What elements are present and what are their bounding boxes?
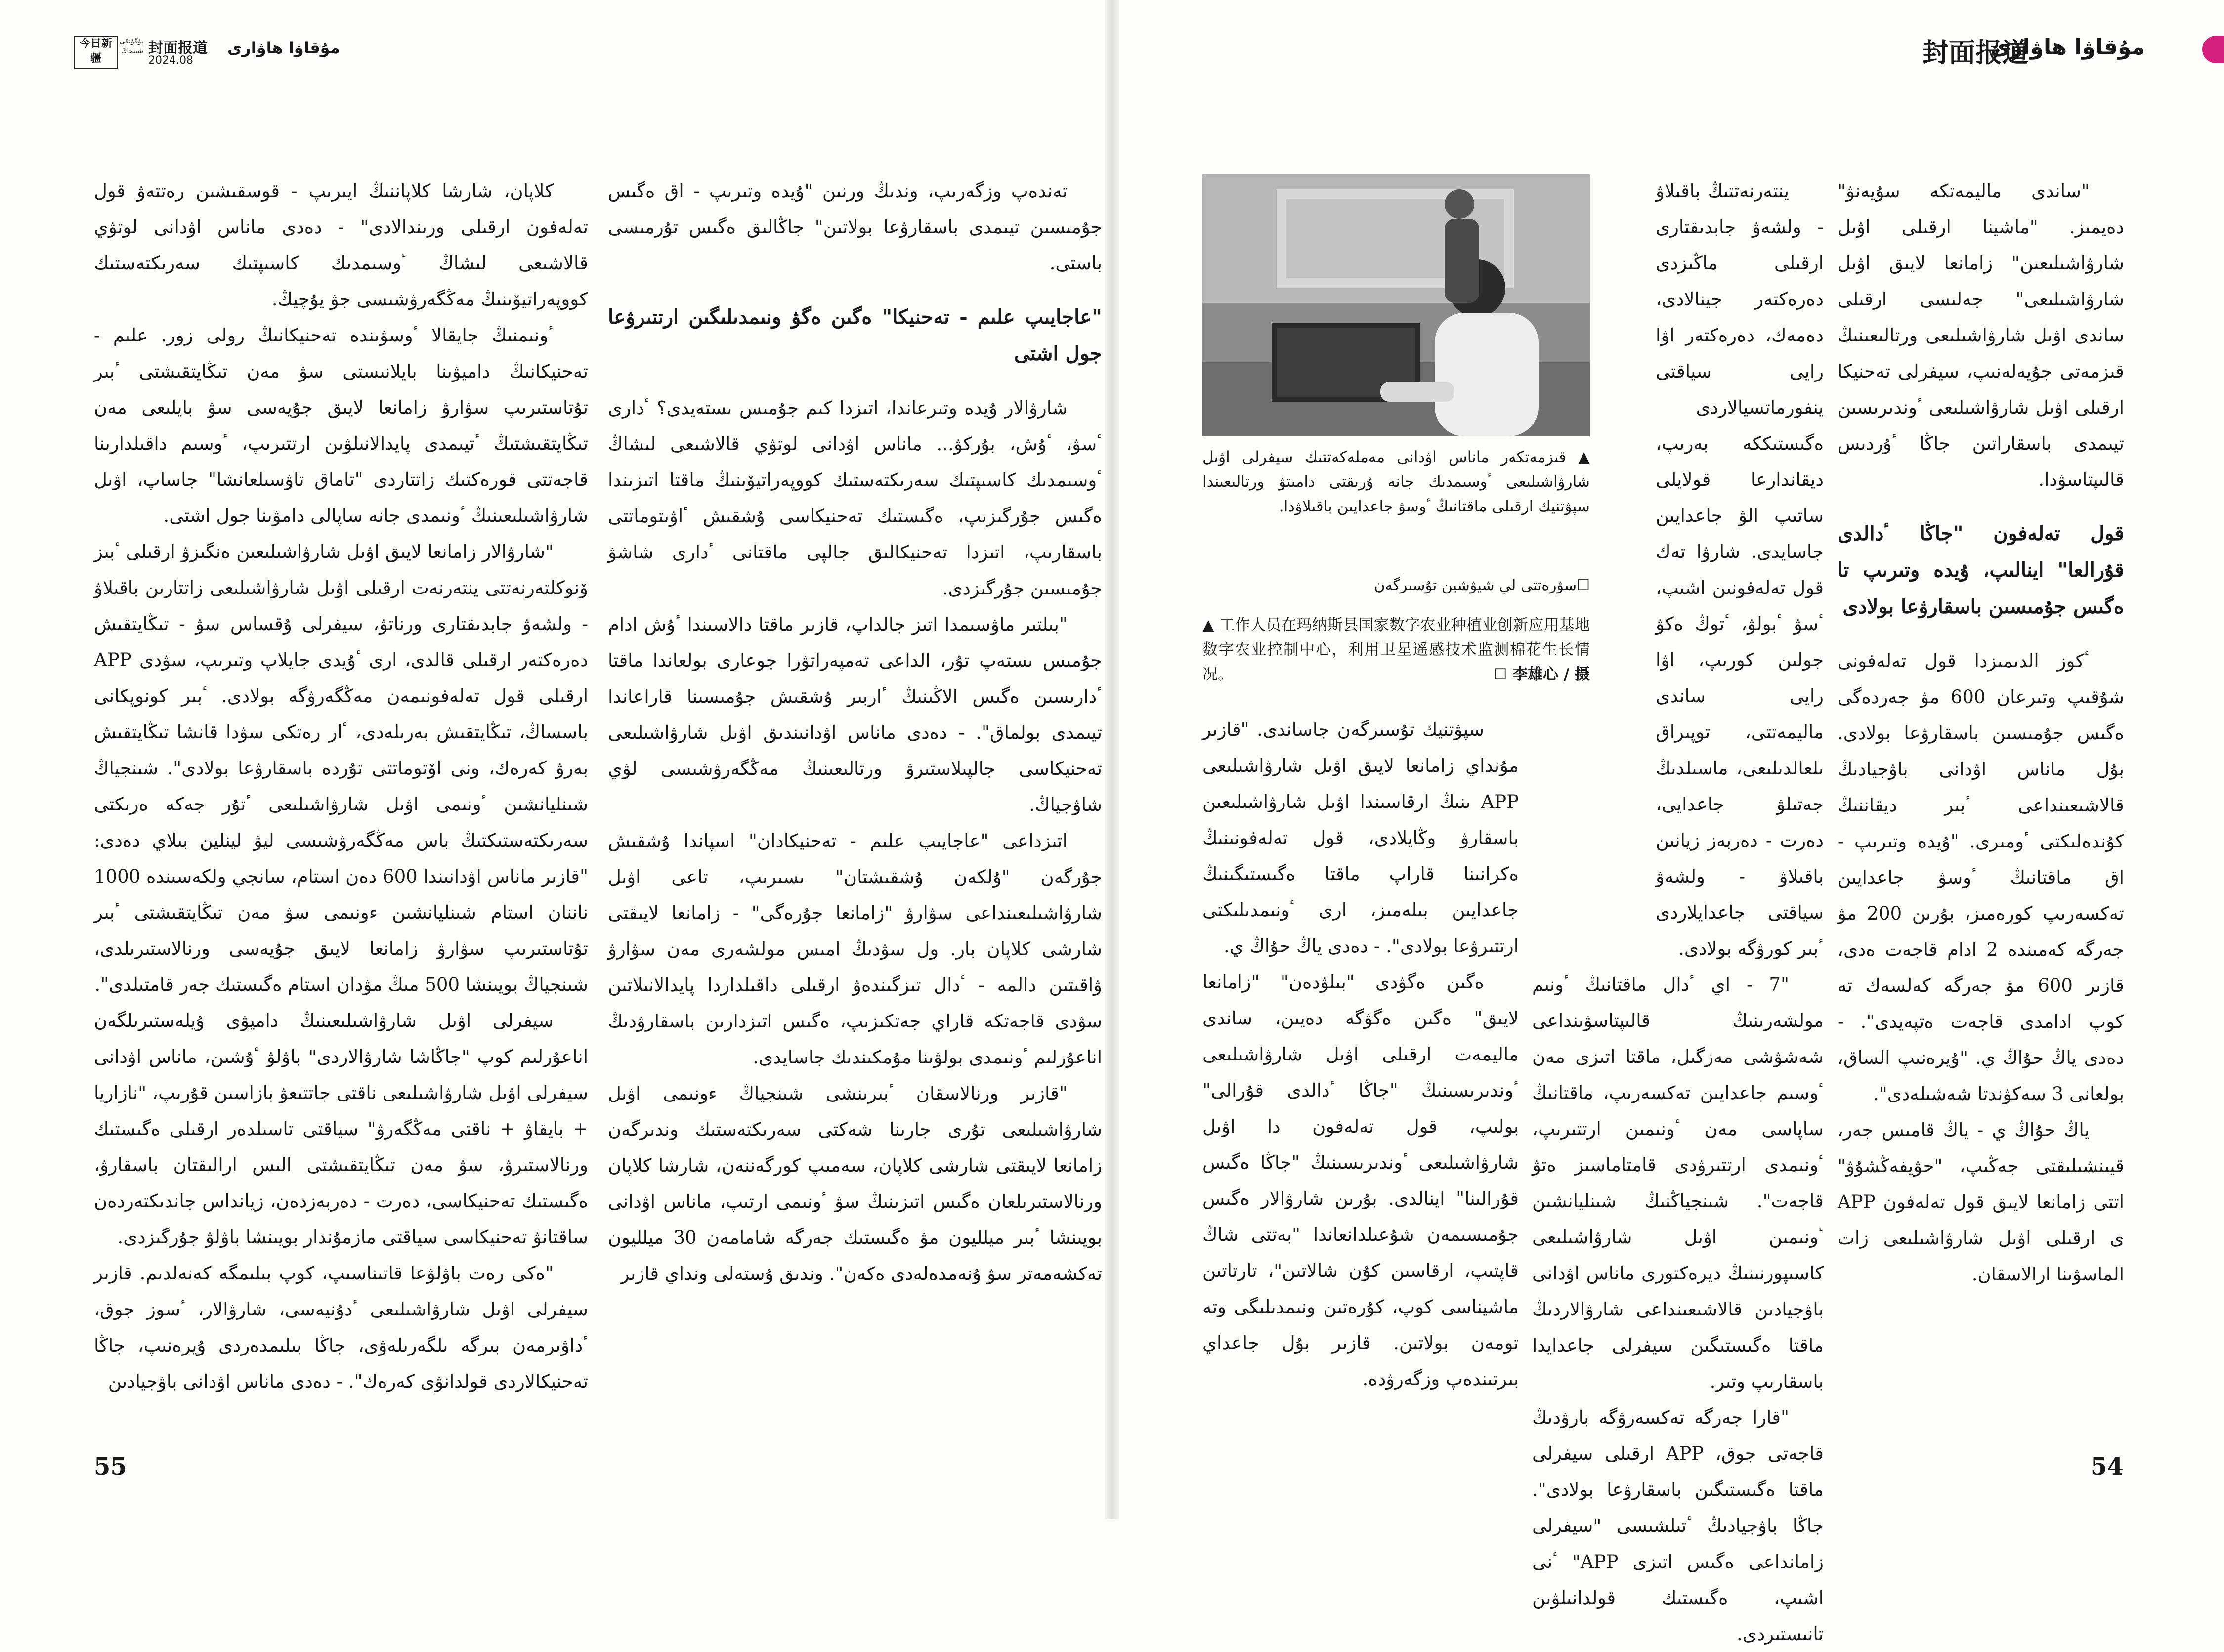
photo-illustration bbox=[1202, 174, 1590, 436]
paragraph: كلاپان، شارشا كلاپاننىڭ ايىرىپ - قوسقىشىن رەتتەۋ قول تەلەفون ارقىلى ورىندالادى" - دەدى ماناس اۋدانى لوتۋي قالاشىعى لىشاڭ ٴوسىمدىك كاسىپتىك سەرىكتەستىك كووپەراتيۆىنىڭ مەڭگەرۋشىسى جۋ يۇچيڭ. bbox=[94, 180, 588, 310]
paragraph: "ساندى ماليمەتكە سۇيەنۋ" دەيمىز. "ماشينا ارقىلى اۋىل شارۋاشىلىعىن" زامانعا لايىق اۋىل شارۋاشىلىعى" جەلىسى ارقىلى ساندى اۋىل شارۋاشىلىعى ورتالىعىنىڭ قىزمەتى جۇيەلەنىپ، سيفرلى تەحنيكا ارقىلى اۋىل شارۋاشىلىعى ٴوندىرىسىن تيىمدى باسقاراتىن جاڭا ٴۇردىس قالىپتاسۋدا. bbox=[1838, 180, 2124, 490]
paragraph: سپۋتنيك تۇسىرگەن جاساندى. "قازىر مۇنداي زامانعا لايىق اۋىل شارۋاشىلىعى APP ىنىڭ ارقاسىندا اۋىل شارۋاشىلىعىن باسقارۋ وڭايلادى، قول تەلەفونىنىڭ ەكرانىنا قاراپ ماقتا ەگىستىگىنىڭ جاعدايىن بىلەمىز، ارى ٴونىمدىلىكتى ارتتىرۋعا بولادى". - دەدى ياڭ حۇاڭ ي. bbox=[1202, 719, 1519, 957]
subheading: قول تەلەفون "جاڭا ٴدالدى قۇرالعا" اينالىپ، ۇيدە وتىرىپ تا ەگىس جۇمىسىن باسقارۋعا بولادى bbox=[1838, 522, 2124, 618]
paragraph: "بىلتىر ماۋسىمدا اتىز جالداپ، قازىر ماقتا دالاسىندا ٴۇش ادام جۇمىس ىستەپ تۇر، الداعى تەمپەراتۋرا جوعارى بولعاندا ماقتا ٴدارىسىن ەگىس الاڭىنىڭ ٴاربىر ۇشقىش جۇمىسىنا قاراعاندا تيىمدى بولماق". - دەدى ماناس اۋدانىندىق اۋىل شارۋاشىلىعى تەحنيكاسى جالپىلاستىرۋ ورتالىعىنىڭ مەڭگەرۋشىسى لۋي شاۋجياڭ. bbox=[608, 614, 1102, 815]
paragraph: "7 - اي ٴدال ماقتانىڭ ٴونىم مولشەرىنىڭ قالىپتاسۋىنداعى شەشۋشى مەزگىل، ماقتا اتىزى مەن ٴوسىم جاعدايىن تەكسەرىپ، ماقتانىڭ ساپاسى مەن ٴونىمىن ارتتىرىپ، ٴونىمدى ارتتىرۋدى قامتاماسىز ەتۋ قاجەت". شىنجياڭنىڭ شىنليانشىن ٴونىمىن اۋىل شارۋاشىلىعى كاسىپورنىنىڭ ديرەكتورى ماناس اۋدانى باۋجيادىن قالاشىعىنداعى شارۋالاردىڭ ماقتا ەگىستىگىن سيفرلى جاعدايدا باسقارىپ وتىر. bbox=[1532, 974, 1824, 1392]
column-4 bbox=[608, 173, 1102, 1438]
section-title-ug: مۇقاۋا ھاۋارى bbox=[227, 39, 340, 57]
photo-credit-cn: ☐ 李雄心 / 摄 bbox=[1493, 666, 1590, 683]
page-number-left: 55 bbox=[94, 1453, 127, 1481]
paragraph: ٴونىمنىڭ جايقالا ٴوسۋىندە تەحنيكانىڭ رولى زور. علىم - تەحنيكانىڭ داميۋىنا بايلانىستى سۋ مەن تىڭايتقىشتى ٴبىر تۇتاستىرىپ سۋارۋ زامانعا لايىق جۇيەسى سۋ بايلىعى مەن تىڭايتقىشتىڭ ٴتيىمدى پايدالانىلۋىن ارتتىرىپ، ٴوسىم داقىلدارىنا قاجەتتى قورەكتىك زاتتاردى "تاماق تاۋسىلعانشا" جاساپ، اۋىل شارۋاشىلىعىنىڭ ٴونىمدى جانە ساپالى دامۋىنا جول اشتى. bbox=[94, 325, 588, 526]
section-title-cn: 封面报道 bbox=[148, 40, 208, 57]
paragraph: شارۋالار ۇيدە وتىرعاندا، اتىزدا كىم جۇمىس ىستەيدى؟ ٴدارى ٴسۋ، ٴۇش، بۇركۋ... ماناس اۋدانى لوتۋي قالاشىعى لىشاڭ ٴوسىمدىك كاسىپتىك سەرىكتەستىك كووپەراتيۆىنىڭ ماقتا اتىزىندا ەگىس جۇرگىزىپ، ەگىستىك تەحنيكاسى ۇشقىش ٴاۋىتوماتتى باسقارىپ، اتىزدا تەحنيكالىق جالپى ماقتانى ٴدارى شاشۋ جۇمىسىن جۇرگىزدى. bbox=[608, 397, 1102, 599]
paragraph: "ەكى رەت باۋلۋعا قاتىناسىپ، كوپ بىلىمگە كەنەلدىم. قازىر سيفرلى اۋىل شارۋاشىلىعى ٴدۇنيەسى، شارۋالار، ٴسوز جوق، ٴداۋىرمەن بىرگە ىلگەرىلەۋى، جاڭا بىلىمدەردى ۇيرەنىپ، جاڭا تەحنيكالاردى قولدانۋى كەرەك". - دەدى ماناس اۋدانى باۋجيادىن bbox=[94, 1263, 588, 1392]
header-tab-marker bbox=[2202, 36, 2224, 63]
photo-caption-kazakh: ▲ قىزمەتكەر ماناس اۋدانى مەملەكەتتىك سيفرلى اۋىل شارۋاشىلىعى ٴوسىمدىك جانە ۇرىقتى دامىتۋ ورتالىعىندا سپۋتنيك ارقىلى ماقتانىڭ ٴوسۋ جاعدايىن باقىلاۋدا. bbox=[1202, 448, 1590, 515]
paragraph: ٴكوز الدىمىزدا قول تەلەفونى شۇقىپ وتىرعان 600 مۋ جەردەگى ەگىس جۇمىسىن باسقارۋعا بولادى. بۇل ماناس اۋدانى باۋجيادىڭ قالاشىعىنداعى ٴبىر ديقاننىڭ كۇندەلىكتى ٴومىرى. "ۇيدە وتىرىپ - اق ماقتانىڭ ٴوسۋ جاعدايىن تەكسەرىپ كورەمىز، بۇرىن 200 مۋ جەرگە كەمىندە 2 ادام قاجەت ەدى، قازىر 600 مۋ جەرگە كەلسەك تە كوپ ادامدى قاجەت ەتپەيدى". - دەدى ياڭ حۇاڭ ي. "ۇيرەنىپ الساق، بولعانى 3 سەكۋندتا شەشىلەدى". bbox=[1838, 650, 2124, 1104]
page-number-right: 54 bbox=[2091, 1453, 2124, 1481]
magazine-logo: 今日新疆 bbox=[74, 36, 118, 69]
header-right bbox=[1888, 30, 2224, 69]
paragraph: "قازىر ورنالاسقان ٴبىرىنشى شىنجياڭ ءونىمى اۋىل شارۋاشىلىعى تۇرى جارىنا شەكتى سەرىكتەستىك وندىرگەن زامانعا لايىقتى شارشى كلاپان، سەمىپ كورگەننەن، شارشا كلاپان ورنالاستىرىلعان ەگىس اتىزىنىڭ سۋ ٴونىمى ارتىپ، ماناس اۋدانى بويىنشا ٴبىر ميلليون مۋ ەگىستىك جەرگە شامامەن 30 ميلليون تەكشەمەتر سۋ ۇنەمدەلەدى ەكەن". وندىق ۇستەلى ونداي قازىر bbox=[608, 1083, 1103, 1284]
column-1 bbox=[1838, 173, 2124, 1292]
issue-date: 2024.08 bbox=[148, 54, 193, 67]
photo-caption-cn: ▲ 工作人员在玛纳斯县国家数字农业种植业创新应用基地数字农业控制中心，利用卫星遥感技术监测棉花生长情况。 ☐ 李雄心 / 摄 bbox=[1202, 613, 1590, 687]
paragraph: ينتەرنەتتىڭ باقىلاۋ - ولشەۋ جابدىقتارى ارقىلى ماڭىزدى دەرەكتەر جينالادى، دەمەك، دەرەكتەر اۋا رايى سياقتى ينفورماتسيالاردى ەگىستىككە بەرىپ، ديقاندارعا قولايلى ساتىپ الۋ جاعدايىن جاسايدى. شارۋا تەك قول تەلەفونىن اشىپ، ٴسۋ ٴبولۋ، ٴتوڭ ەكۋ جولىن كورىپ، اۋا رايى ساندى ماليمەتتى، توپىراق ىلعالدىلىعى، ماسىلدىڭ جەتىلۋ جاعدايى، دەرت - دەربەز زيانىن باقىلاۋ - ولشەۋ سياقتى جاعدايلاردى ٴبىر كورۋگە بولادى. bbox=[1656, 180, 1824, 959]
photo-farmland-control-center bbox=[1202, 174, 1590, 436]
paragraph: اتىزداعى "عاجايىپ علىم - تەحنيكادان" اسپاندا ۇشقىش جۇرگەن "ۇلكەن ۇشقىشتان" ىسىرىپ، تاعى اۋىل شارۋاشىلىعىنداعى سۋارۋ "زامانعا جۇرەگى" - زامانعا لايىقتى شارشى كلاپان بار. ول سۋدىڭ امىس مولشەرى مەن سۋارۋ ۋاقىتىن دالمە - ٴدال تىزگىندەۋ ارقىلى داقىلداردا پايدالانىلاتىن سۋدى قاجەتكە قاراي جەتكىزىپ، ەگىس اتىزدارىن باسقارۋدىڭ اناعۇرلىم ٴونىمدى بولۋىنا مۇمكىندىك جاسايدى. bbox=[608, 830, 1102, 1068]
column-5 bbox=[94, 173, 588, 1438]
photo-credit-kazakh: ☐سۋرەتتى لي شيۋشين تۇسىرگەن bbox=[1374, 577, 1590, 594]
column-3 bbox=[1202, 712, 1519, 1438]
header-left bbox=[74, 36, 420, 70]
page-gutter bbox=[1105, 0, 1119, 1519]
section-title-cn: 封面报道 bbox=[1922, 37, 2029, 68]
section-title-ug: مۇقاۋا ھاۋارى bbox=[1990, 35, 2145, 60]
paragraph: ياڭ حۇاڭ ي - ياڭ قامىس جەر، قيىنشىلىقتى جەڭىپ، "حۋيفەڭشۇۋ" اتتى زامانعا لايىق قول تەلەفون APP ى ارقىلى اۋىل شارۋاشىلىعى زات الماسۋىنا ارالاسقان. bbox=[1838, 1119, 2124, 1285]
subheading: "عاجايىپ علىم - تەحنيكا" ەگىن ەگۋ ونىمدىلىگىن ارتتىرۋعا جول اشتى bbox=[608, 305, 1102, 365]
paragraph: ەگىن ەگۋدى "بىلۋدەن" "زامانعا لايىق" ەگىن ەگۋگە دەيىن، ساندى ماليمەت ارقىلى اۋىل شارۋاشىلىعى ٴوندىرىسىنىڭ "جاڭا ٴدالدى قۇرالى" بولىپ، قول تەلەفون دا اۋىل شارۋاشىلىعى ٴوندىرىسىنىڭ "جاڭا ەگىس قۇرالىنا" اينالدى. بۇرىن شارۋالار ەگىس جۇمىسىمەن شۇعىلدانعاندا "بەتتى شاڭ قاپتىپ، ارقاسىن كۇن شالاتىن"، تارتاتىن ماشيناسى كوپ، كۇرەتىن ونىمدىلىگى وتە تومەن بولاتىن. قازىر بۇل جاعداي بىرتىندەپ وزگەرۋدە. bbox=[1202, 972, 1519, 1390]
magazine-name-ug: بۈگۈنكى شىنجاڭ bbox=[119, 38, 143, 55]
paragraph: تەندەپ وزگەرىپ، وندىڭ ورنىن "ۇيدە وتىرىپ - اق ەگىس جۇمىسىن تيىمدى باسقارۋعا بولاتىن" جاڭالىق ەگىس تۇرمىسى باستى. bbox=[608, 180, 1102, 274]
paragraph: "قارا جەرگە تەكسەرۋگە بارۋدىڭ قاجەتى جوق، APP ارقىلى سيفرلى ماقتا ەگىستىگىن باسقارۋعا بولادى". جاڭا باۋجيادىڭ ٴتىلشىسى "سيفرلى زامانداعى ەگىس اتىزى APP" ٴنى اشىپ، ەگىستىك قولدانىلۋىن تانىستىردى. bbox=[1532, 1407, 1824, 1645]
paragraph: سيفرلى اۋىل شارۋاشىلىعىنىڭ داميۋى ۇيلەستىرىلگەن اناعۇرلىم كوپ "جاڭاشا شارۋالاردى" باۋلۋ ٴۇشىن، ماناس اۋدانى سيفرلى اۋىل شارۋاشىلىعى ناقتى جاتتىعۋ بازاسىن قۇرىپ، "نازاريا + بايقاۋ + ناقتى مەڭگەرۋ" سياقتى تاسىلدەر ارقىلى ەگىستىك ورنالاستىرۋ، سۋ مەن تىڭايتقىشتى الىس ارالىقتان باسقارۋ، ەگىستىك تەحنيكاسى، دەرت - دەربەزدەن، زيانداس جاندىكتەردەن ساقتانۋ تەحنيكاسى سياقتى مازمۇندار بويىنشا باۋلۋ جۇرگىزدى. bbox=[94, 1010, 588, 1248]
paragraph: "شارۋالار زامانعا لايىق اۋىل شارۋاشىلىعىن ەنگىزۋ ارقىلى ٴبىز ۆنوكلتەرنەتتى ينتەرنەت ارقىلى اۋىل شارۋاشىلىعى زاتتارىن باقىلاۋ - ولشەۋ جابدىقتارى ورناتۋ، سيفرلى ۇقساس سۋ - تىڭايتقىش دەرەكتەر ارقىلى قالدى، ارى ٴۇيدى جايلاپ وتىرىپ، سۋدى APP ارقىلى قول تەلەفونىمەن مەڭگەرۋگە بولادى. ٴبىر كونوپكانى باسساڭ، تىڭايتقىش بەرىلەدى، ٴار رەتكى سۋدا قانشا تىڭايتقىش بەرۋ كەرەك، ونى اۆتوماتتى تۇردە باسقارۋعا بولادى". شىنجياڭ شىنليانشىن ٴونىمى اۋىل شارۋاشىلىعى ٴتۇر جەكە ەرىكتى سەرىكتەستىكتىڭ باس مەڭگەرۋشىسى ليۋ لينلين بىلاي دەدى: "قازىر ماناس اۋدانىندا 600 دەن استام، سانجي ولكەسىندە 1000 ناننان استام شىنليانشىن ءونىمى سۋ مەن تىڭايتقىشتى ٴبىر تۇتاستىرىپ سۋارۋ زامانعا لايىق جۇيەسى ورنالاستىرىلدى، شىنجياڭ بويىنشا 500 مىڭ مۋدان استام ەگىستىك جەر قامتىلدى". bbox=[94, 541, 588, 995]
